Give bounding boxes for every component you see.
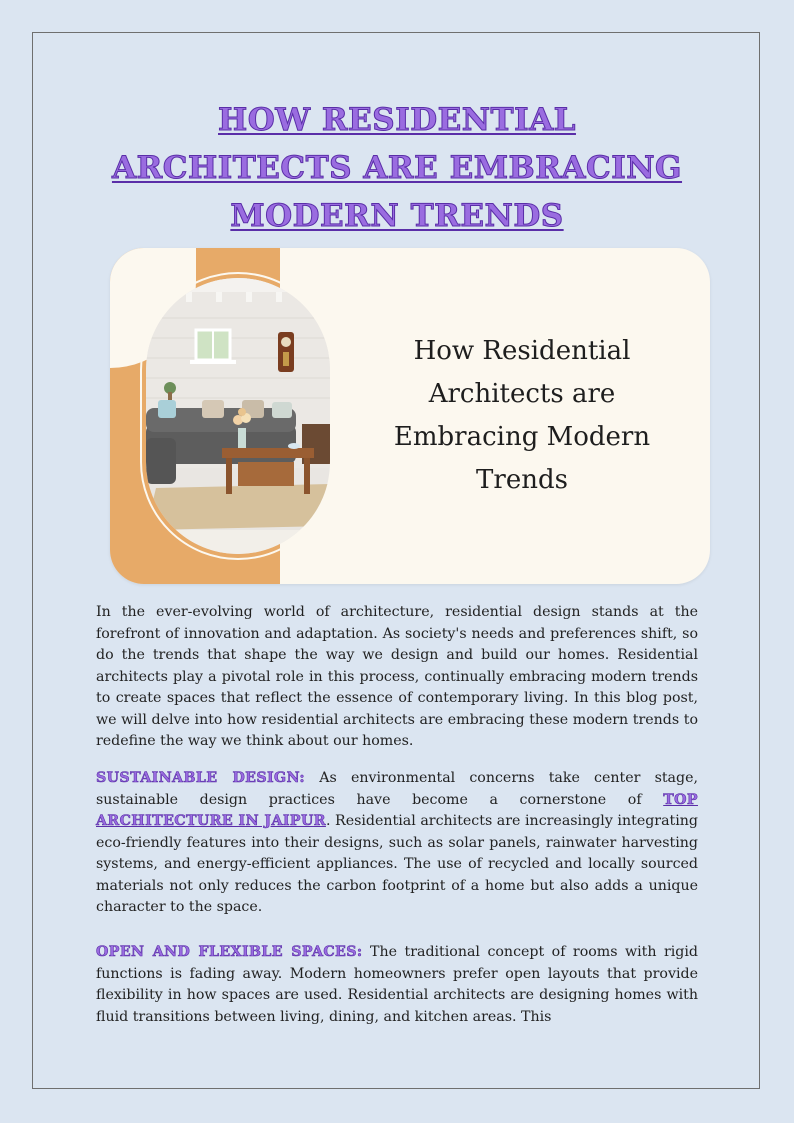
title-line-3: MODERN TRENDS: [230, 198, 564, 234]
sustainable-text-before-link: As environmental concerns take center stage, sustainable design practices have become a cornerstone of: [96, 770, 698, 808]
hero-caption-line-4: Trends: [476, 465, 568, 495]
open-spaces-text: The traditional concept of rooms with rigid functions is fading away. Modern homeowners prefer open layouts that provide flexibility in how spaces are used. Residential architects are designing homes with fluid transitions between living, dining, and kitchen areas. This: [96, 944, 699, 1025]
living-room-photo: [146, 278, 330, 554]
sustainable-text-after-link: . Residential architects are increasingly integrating eco-friendly features into their designs, such as solar panels, rainwater harvesting systems, and energy-efficient appliances. The use of recycled and locally sourced materials not only reduces the carbon footprint of a home but also adds a unique character to the space.: [96, 813, 698, 915]
title-line-2: ARCHITECTS ARE EMBRACING: [111, 150, 683, 186]
open-spaces-heading: OPEN AND FLEXIBLE SPACES:: [96, 944, 363, 960]
hero-banner: [110, 248, 710, 584]
hero-caption-line-3: Embracing Modern: [393, 422, 651, 452]
sustainable-design-heading: SUSTAINABLE DESIGN:: [96, 770, 306, 786]
hero-caption-line-1: How Residential: [413, 336, 631, 366]
living-room-illustration: [146, 278, 330, 554]
open-spaces-paragraph: [96, 942, 698, 1028]
document-title: [60, 96, 734, 240]
hero-caption-line-2: Architects are: [428, 379, 616, 409]
title-line-1: HOW RESIDENTIAL: [218, 102, 576, 138]
top-architecture-jaipur-link[interactable]: TOP ARCHITECTURE IN JAIPUR: [96, 791, 698, 829]
hero-caption: [372, 330, 672, 502]
sustainable-design-paragraph: [96, 768, 698, 919]
intro-paragraph: In the ever-evolving world of architecture, residential design stands at the forefront of innovation and adaptation. As society's needs and preferences shift, so do the trends that shape the way we design and build our homes. Residential architects play a pivotal role in this process, continually embracing modern trends to create spaces that reflect the essence of contemporary living. In this blog post, we will delve into how residential architects are embracing these modern trends to redefine the way we think about our homes.: [96, 604, 698, 749]
